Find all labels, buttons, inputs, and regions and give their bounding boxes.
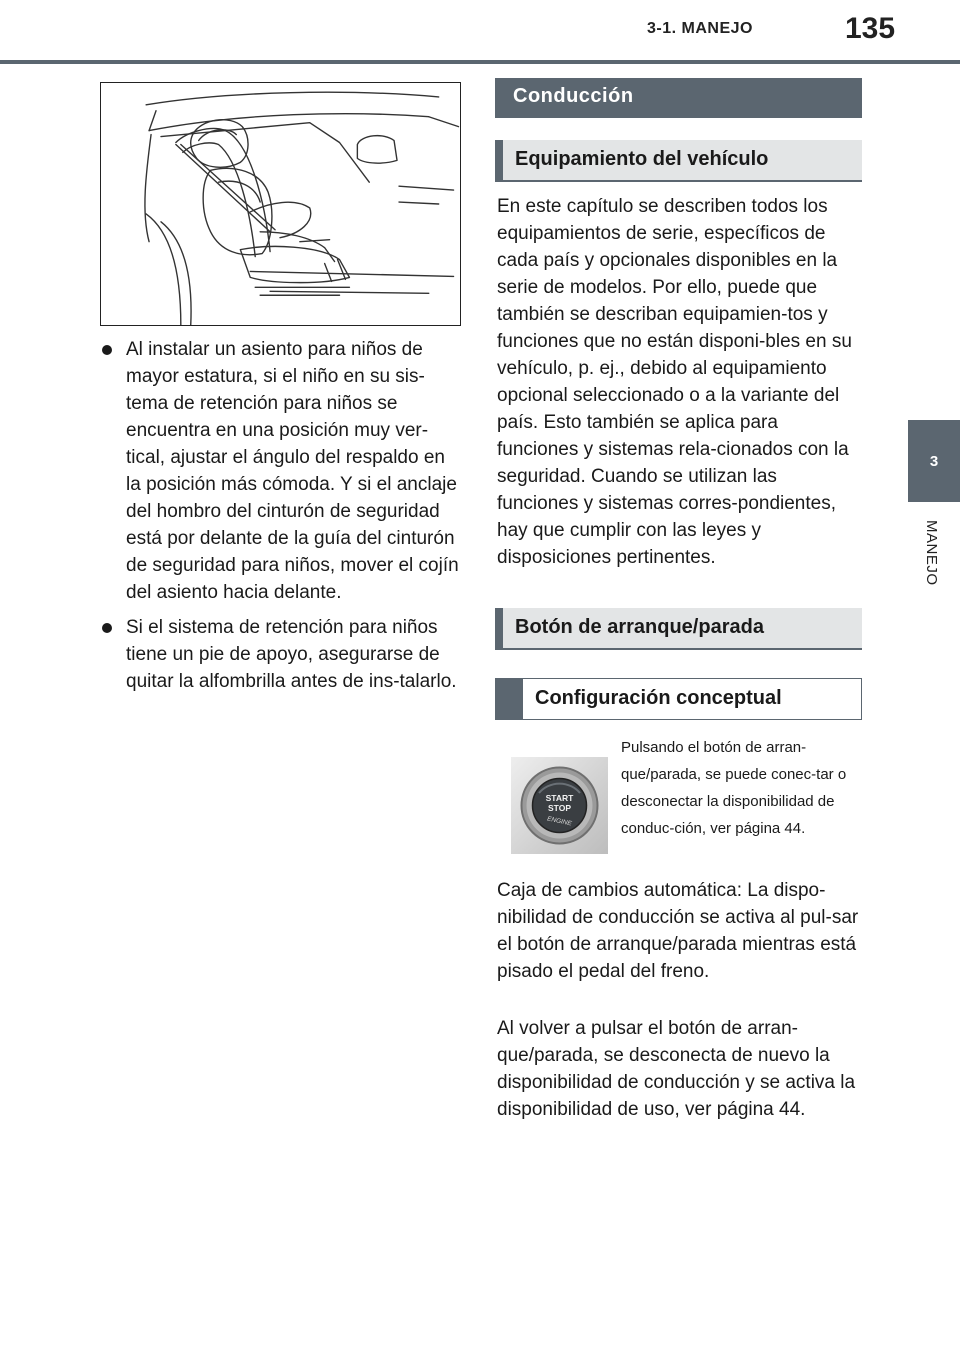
button-caption: Pulsando el botón de arran-que/parada, se puede conec-tar o desconectar la disponibilidad de conduc-ción, ver página 44. <box>621 739 847 837</box>
engine-label: ENGINE <box>546 815 573 828</box>
stop-label: STOP <box>548 803 571 813</box>
child-seat-illustration <box>100 82 461 326</box>
list-item <box>100 614 462 695</box>
section-heading-equipamiento: Equipamiento del vehículo <box>495 140 862 182</box>
paragraph-press-again: Al volver a pulsar el botón de arran-que/parada, se desconecta de nuevo la disponibilidad de conducción y se activa la disponibilidad de uso, ver página 44. <box>497 1018 856 1120</box>
chapter-tab-label: MANEJO <box>923 520 940 586</box>
bullet-text: Al instalar un asiento para niños de mayor estatura, si el niño en su sis-tema de retención para niños se encuentra en una posición muy ver-tical, ajustar el ángulo del respaldo en la posición más cómoda. Y si el anclaje del hombro del cinturón de seguridad está por delante de la guía del cinturón de seguridad para niños, mover el cojín del asiento hacia delante. <box>126 339 459 603</box>
paragraph-automatic: Caja de cambios automática: La dispo-nibilidad de conducción se activa al pul-sar el botón de arranque/parada mientras está pisado el pedal del freno. <box>497 880 859 982</box>
start-label: START <box>545 793 574 803</box>
start-stop-button-image <box>511 757 608 854</box>
page-number: 135 <box>845 12 896 45</box>
chapter-title: Conducción <box>495 78 862 118</box>
bullet-text: Si el sistema de retención para niños tiene un pie de apoyo, asegurarse de quitar la alfombrilla antes de ins-talarlo. <box>126 617 457 692</box>
intro-paragraph: En este capítulo se describen todos los equipamientos de serie, específicos de cada país y opcionales disponibles en la serie de modelos. Por ello, puede que también se describan equipamien-tos y funciones que no están disponi-bles en su vehículo, p. ej., debido al equipamiento opcional seleccionado o a la variante del país. Esto también se aplica para funciones y sistemas rela-cionados con la seguridad. Cuando se utilizan las funciones y sistemas corres-pondientes, hay que cumplir con las leyes y disposiciones pertinentes. <box>497 196 852 568</box>
subsection-heading-config: Configuración conceptual <box>495 678 862 720</box>
list-item <box>100 336 462 606</box>
bullet-icon <box>102 623 112 633</box>
running-header-section: 3-1. MANEJO <box>647 20 753 37</box>
chapter-tab-number[interactable]: 3 <box>908 420 960 502</box>
bullet-icon <box>102 345 112 355</box>
child-seat-notes <box>100 336 462 703</box>
section-heading-boton: Botón de arranque/parada <box>495 608 862 650</box>
header-rule <box>0 60 960 64</box>
